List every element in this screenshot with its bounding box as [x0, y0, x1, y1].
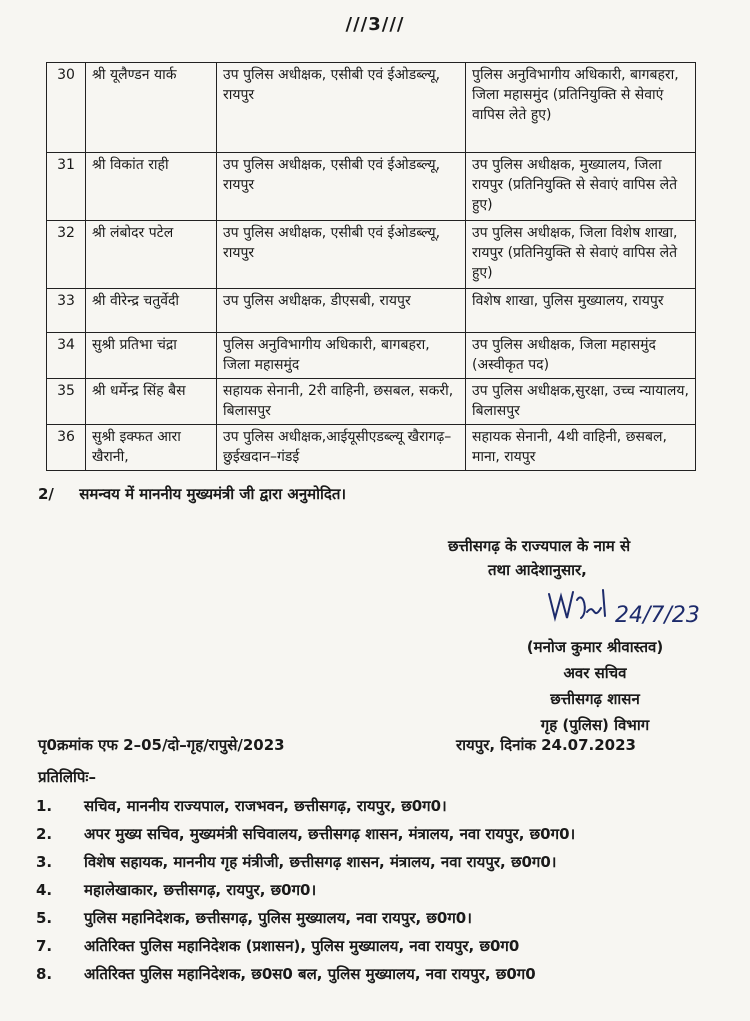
- table-row: [47, 289, 696, 333]
- signatory-designation: अवर सचिव: [563, 664, 627, 682]
- row-number: 36: [47, 425, 86, 471]
- list-item: [36, 879, 716, 901]
- paragraph-text: समन्वय में माननीय मुख्यमंत्री जी द्वारा अनुमोदित।: [79, 485, 347, 503]
- order-date: रायपुर, दिनांक 24.07.2023: [456, 736, 636, 754]
- order-reference: पृ0क्रमांक एफ 2–05/दो–गृह/रापुसे/2023: [38, 736, 285, 754]
- page-number: ///3///: [345, 14, 405, 35]
- current-posting: उप पुलिस अधीक्षक, एसीबी एवं ईओडब्ल्यू, रायपुर: [217, 221, 466, 289]
- officer-name: श्री वीरेन्द्र चतुर्वेदी: [86, 289, 217, 333]
- list-item: [36, 851, 716, 873]
- list-item: [36, 823, 716, 845]
- list-item-text: पुलिस महानिदेशक, छत्तीसगढ़, पुलिस मुख्यालय, नवा रायपुर, छ0ग0।: [84, 909, 472, 927]
- new-posting: विशेष शाखा, पुलिस मुख्यालय, रायपुर: [466, 289, 696, 333]
- list-item-number: 8.: [36, 965, 53, 983]
- current-posting: उप पुलिस अधीक्षक, एसीबी एवं ईओडब्ल्यू, रायपुर: [217, 63, 466, 153]
- authority-line: [448, 534, 688, 582]
- list-item-text: महालेखाकार, छत्तीसगढ़, रायपुर, छ0ग0।: [84, 881, 317, 899]
- signatory-block: [500, 634, 690, 738]
- signatory-name: (मनोज कुमार श्रीवास्तव): [526, 638, 664, 656]
- new-posting: उप पुलिस अधीक्षक, जिला विशेष शाखा, रायपुर (प्रतिनियुक्ति से सेवाएं वापिस लेते हुए): [466, 221, 696, 289]
- list-item-text: अतिरिक्त पुलिस महानिदेशक (प्रशासन), पुलिस मुख्यालय, नवा रायपुर, छ0ग0: [84, 937, 520, 955]
- approval-paragraph: [38, 484, 346, 504]
- handwritten-signature: [543, 582, 723, 632]
- signature-date: 24/7/23: [615, 603, 700, 628]
- list-item-number: 2.: [36, 825, 53, 843]
- table-row: [47, 333, 696, 379]
- officer-name: श्री लंबोदर पटेल: [86, 221, 217, 289]
- current-posting: सहायक सेनानी, 2री वाहिनी, छसबल, सकरी, बिलासपुर: [217, 379, 466, 425]
- copy-list: [36, 795, 716, 991]
- current-posting: उप पुलिस अधीक्षक, एसीबी एवं ईओडब्ल्यू, रायपुर: [217, 153, 466, 221]
- officer-name: श्री विकांत राही: [86, 153, 217, 221]
- list-item-number: 4.: [36, 881, 53, 899]
- row-number: 31: [47, 153, 86, 221]
- officer-name: सुश्री इक्फत आरा खैरानी,: [86, 425, 217, 471]
- current-posting: उप पुलिस अधीक्षक, डीएसबी, रायपुर: [217, 289, 466, 333]
- list-item-text: अपर मुख्य सचिव, मुख्यमंत्री सचिवालय, छत्तीसगढ़ शासन, मंत्रालय, नवा रायपुर, छ0ग0।: [84, 825, 576, 843]
- list-item-text: विशेष सहायक, माननीय गृह मंत्रीजी, छत्तीसगढ़ शासन, मंत्रालय, नवा रायपुर, छ0ग0।: [84, 853, 557, 871]
- officer-name: श्री यूलैण्डन यार्क: [86, 63, 217, 153]
- list-item-number: 7.: [36, 937, 53, 955]
- row-number: 35: [47, 379, 86, 425]
- row-number: 33: [47, 289, 86, 333]
- table-row: [47, 63, 696, 153]
- copy-to-label: प्रतिलिपिः–: [38, 768, 96, 786]
- signatory-department: गृह (पुलिस) विभाग: [540, 716, 650, 734]
- new-posting: उप पुलिस अधीक्षक,सुरक्षा, उच्च न्यायालय, बिलासपुर: [466, 379, 696, 425]
- new-posting: पुलिस अनुविभागीय अधिकारी, बागबहरा, जिला महासमुंद (प्रतिनियुक्ति से सेवाएं वापिस लेते हुए): [466, 63, 696, 153]
- authority-line-2: तथा आदेशानुसार,: [488, 561, 587, 579]
- new-posting: सहायक सेनानी, 4थी वाहिनी, छसबल, माना, रायपुर: [466, 425, 696, 471]
- officer-name: सुश्री प्रतिभा चंद्रा: [86, 333, 217, 379]
- table-row: [47, 221, 696, 289]
- row-number: 32: [47, 221, 86, 289]
- table-row: [47, 379, 696, 425]
- list-item-number: 5.: [36, 909, 53, 927]
- list-item-number: 1.: [36, 797, 53, 815]
- list-item: [36, 907, 716, 929]
- signatory-government: छत्तीसगढ़ शासन: [550, 690, 640, 708]
- current-posting: उप पुलिस अधीक्षक,आईयूसीएडब्ल्यू खैरागढ़–छुईखदान–गंडई: [217, 425, 466, 471]
- new-posting: उप पुलिस अधीक्षक, जिला महासमुंद (अस्वीकृत पद): [466, 333, 696, 379]
- table-row: [47, 153, 696, 221]
- transfer-table: [46, 62, 696, 471]
- list-item: [36, 963, 716, 985]
- list-item: [36, 795, 716, 817]
- new-posting: उप पुलिस अधीक्षक, मुख्यालय, जिला रायपुर (प्रतिनियुक्ति से सेवाएं वापिस लेते हुए): [466, 153, 696, 221]
- current-posting: पुलिस अनुविभागीय अधिकारी, बागबहरा, जिला महासमुंद: [217, 333, 466, 379]
- row-number: 34: [47, 333, 86, 379]
- authority-line-1: छत्तीसगढ़ के राज्यपाल के नाम से: [448, 537, 631, 555]
- table-row: [47, 425, 696, 471]
- paragraph-number: 2/: [38, 485, 54, 503]
- row-number: 30: [47, 63, 86, 153]
- list-item-text: अतिरिक्त पुलिस महानिदेशक, छ0स0 बल, पुलिस मुख्यालय, नवा रायपुर, छ0ग0: [84, 965, 536, 983]
- list-item: [36, 935, 716, 957]
- list-item-number: 3.: [36, 853, 53, 871]
- list-item-text: सचिव, माननीय राज्यपाल, राजभवन, छत्तीसगढ़, रायपुर, छ0ग0।: [84, 797, 447, 815]
- officer-name: श्री धर्मेन्द्र सिंह बैस: [86, 379, 217, 425]
